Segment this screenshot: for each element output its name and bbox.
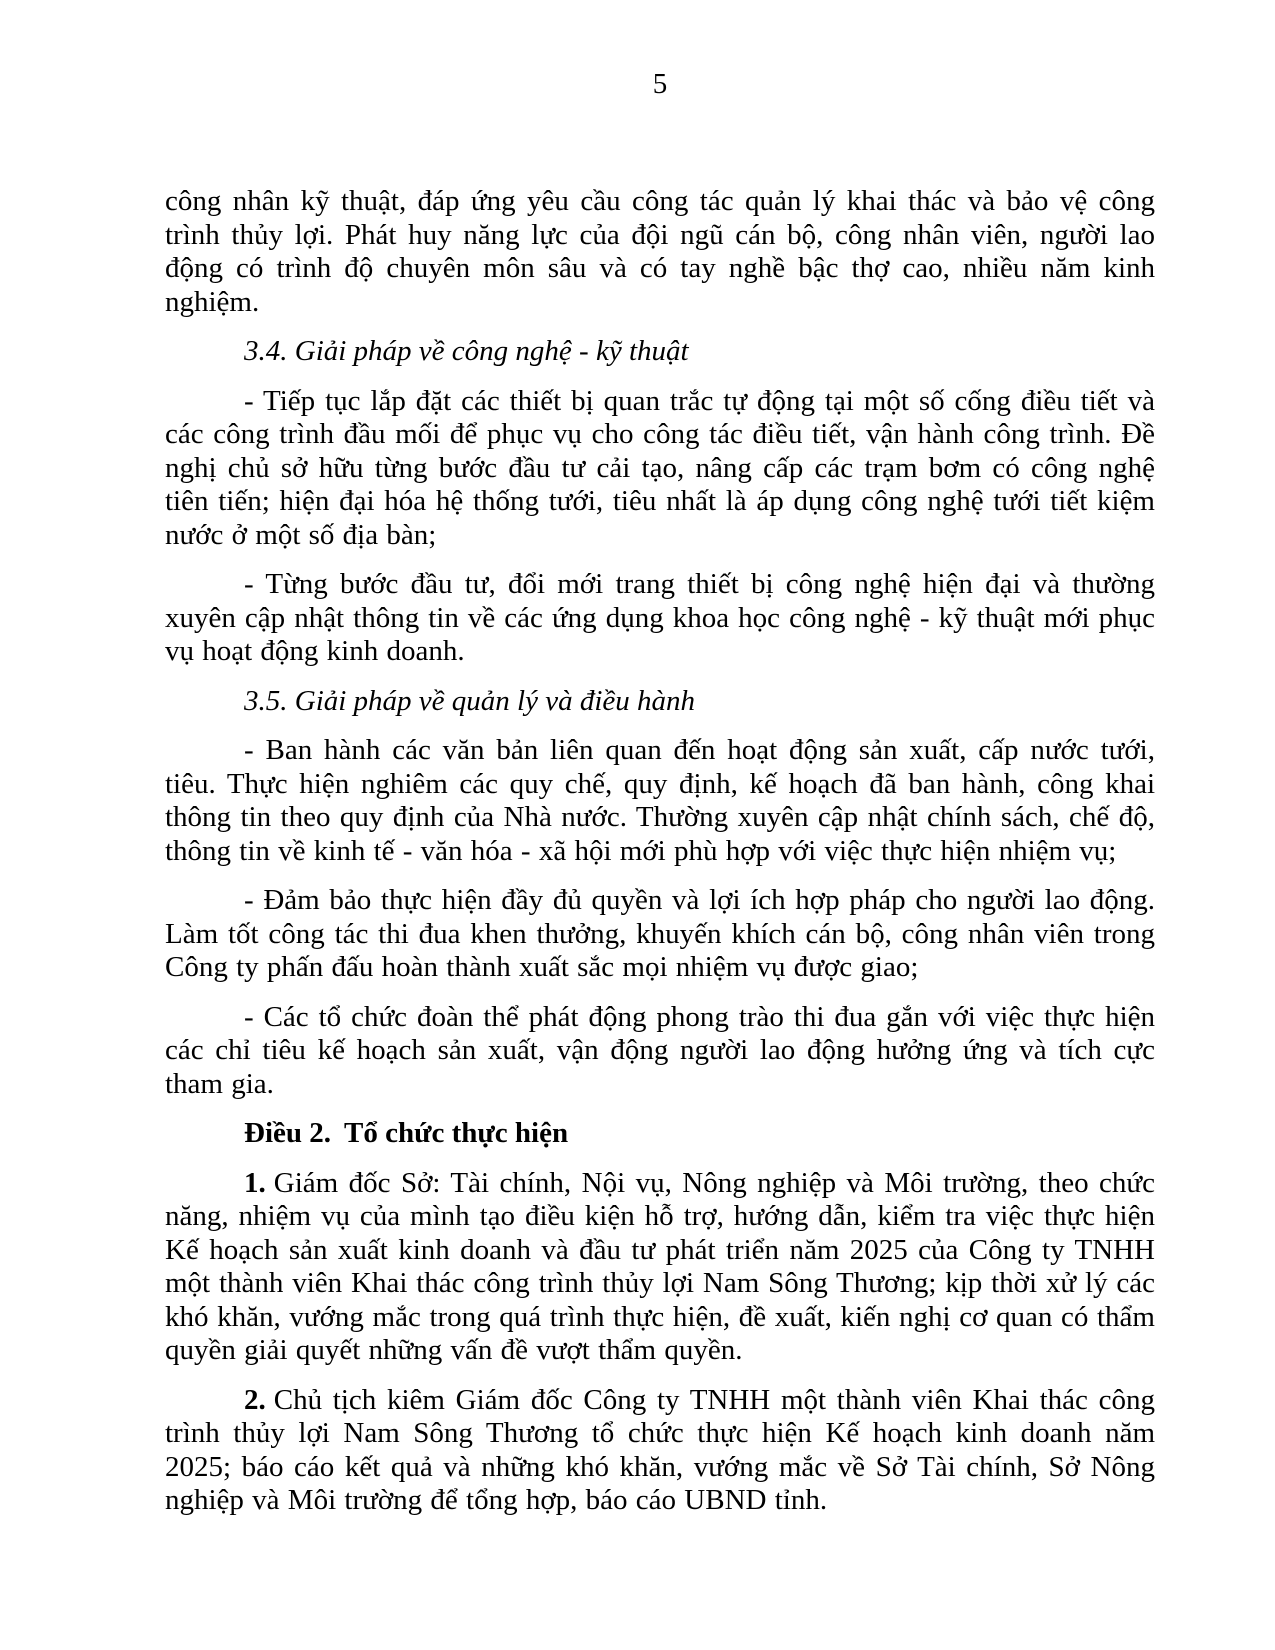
heading-dieu-2 bbox=[165, 1117, 1155, 1151]
paragraph-3-5-bullet-2: - Đảm bảo thực hiện đầy đủ quyền và lợi ích hợp pháp cho người lao động. Làm tốt công tác thi đua khen thưởng, khuyến khích cán bộ, công nhân viên trong Công ty phấn đấu hoàn thành xuất sắc mọi nhiệm vụ được giao; bbox=[165, 884, 1155, 983]
heading-dieu-2-number: Điều 2. bbox=[244, 1117, 331, 1149]
paragraph-item-2 bbox=[165, 1384, 1155, 1518]
page-number: 5 bbox=[652, 68, 668, 100]
heading-3-5: 3.5. Giải pháp về quản lý và điều hành bbox=[244, 684, 696, 717]
item-1-number: 1. bbox=[244, 1166, 266, 1199]
heading-dieu-2-title: Tổ chức thực hiện bbox=[344, 1117, 569, 1149]
heading-3-4: 3.4. Giải pháp về công nghệ - kỹ thuật bbox=[244, 335, 689, 367]
paragraph-item-1 bbox=[165, 1167, 1155, 1368]
item-1-text: Giám đốc Sở: Tài chính, Nội vụ, Nông nghiệp và Môi trường, theo chức năng, nhiệm vụ của mình tạo điều kiện hỗ trợ, hướng dẫn, kiểm tra việc thực hiện Kế hoạch sản xuất kinh doanh và đầu tư phát triển năm 2025 của Công ty TNHH một thành viên Khai thác công trình thủy lợi Nam Sông Thương; kịp thời xử lý các khó khăn, vướng mắc trong quá trình thực hiện, đề xuất, kiến nghị cơ quan có thẩm quyền giải quyết những vấn đề vượt thẩm quyền. bbox=[165, 1166, 1155, 1366]
item-2-number: 2. bbox=[244, 1383, 266, 1416]
paragraph-3-5-bullet-3: - Các tổ chức đoàn thể phát động phong trào thi đua gắn với việc thực hiện các chỉ tiêu kế hoạch sản xuất, vận động người lao động hưởng ứng và tích cực tham gia. bbox=[165, 1000, 1155, 1100]
paragraph-3-4-bullet-2: - Từng bước đầu tư, đổi mới trang thiết bị công nghệ hiện đại và thường xuyên cập nhật thông tin về các ứng dụng khoa học công nghệ - kỹ thuật mới phục vụ hoạt động kinh doanh. bbox=[165, 568, 1155, 667]
paragraph-3-5-bullet-1: - Ban hành các văn bản liên quan đến hoạt động sản xuất, cấp nước tưới, tiêu. Thực hiện nghiêm các quy chế, quy định, kế hoạch đã ban hành, công khai thông tin theo quy định của Nhà nước. Thường xuyên cập nhật chính sách, chế độ, thông tin về kinh tế - văn hóa - xã hội mới phù hợp với việc thực hiện nhiệm vụ; bbox=[165, 734, 1155, 867]
item-2-text: Chủ tịch kiêm Giám đốc Công ty TNHH một thành viên Khai thác công trình thủy lợi Nam Sông Thương tổ chức thực hiện Kế hoạch kinh doanh năm 2025; báo cáo kết quả và những khó khăn, vướng mắc về Sở Tài chính, Sở Nông nghiệp và Môi trường để tổng hợp, báo cáo UBND tỉnh. bbox=[165, 1383, 1155, 1516]
paragraph-continuation: công nhân kỹ thuật, đáp ứng yêu cầu công tác quản lý khai thác và bảo vệ công trình thủy lợi. Phát huy năng lực của đội ngũ cán bộ, công nhân viên, người lao động có trình độ chuyên môn sâu và có tay nghề bậc thợ cao, nhiều năm kinh nghiệm. bbox=[165, 185, 1155, 318]
paragraph-3-4-bullet-1: - Tiếp tục lắp đặt các thiết bị quan trắc tự động tại một số cống điều tiết và các công trình đầu mối để phục vụ cho công tác điều tiết, vận hành công trình. Đề nghị chủ sở hữu từng bước đầu tư cải tạo, nâng cấp các trạm bơm có công nghệ tiên tiến; hiện đại hóa hệ thống tưới, tiêu nhất là áp dụng công nghệ tưới tiết kiệm nước ở một số địa bàn; bbox=[165, 384, 1155, 551]
text-column bbox=[165, 68, 1155, 1518]
